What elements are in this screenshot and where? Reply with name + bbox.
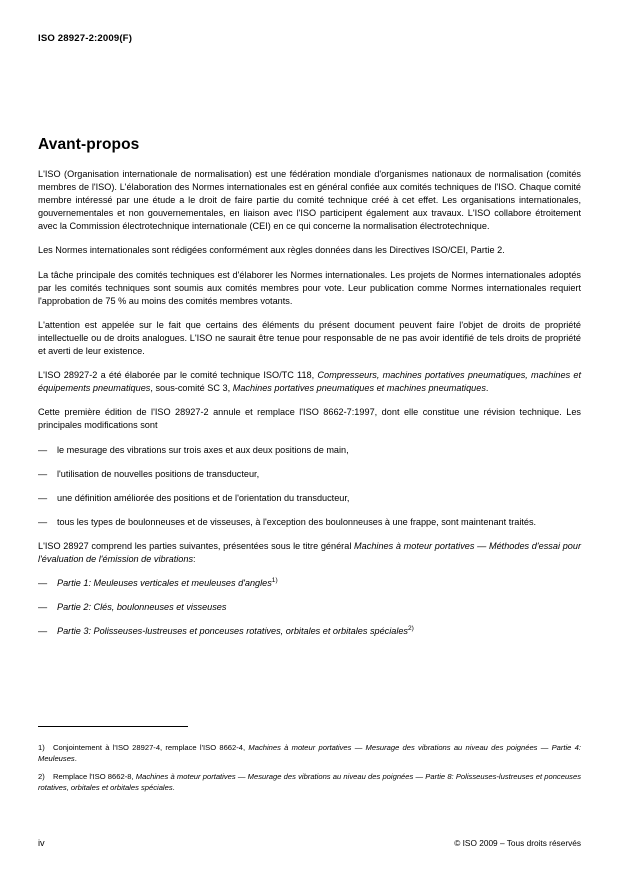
list-item [38, 577, 581, 590]
footnote-separator-rule [38, 726, 188, 727]
page-number: iv [38, 838, 45, 848]
running-header: ISO 28927-2:2009(F) [38, 33, 133, 44]
committee-name-tc118: Compresseurs, machines portatives pneumatiques, machines et équipements pneumatiques [38, 370, 582, 394]
paragraph-committee [38, 369, 581, 395]
footnote-section [38, 726, 581, 793]
em-dash-bullet: — [38, 602, 48, 613]
page-title: Avant-propos [38, 136, 140, 153]
footnote-number: 2) [38, 772, 45, 782]
footnote-italic-title: Machines à moteur portatives — Mesurage des vibrations au niveau des poignées — Partie 8: Polisseuses-lustreuses et ponceuses rotatives, orbitales et orbitales spéciales [38, 772, 581, 792]
footnote-text-2: . [172, 782, 175, 792]
committee-text-3: . [485, 383, 489, 394]
paragraph-voting: La tâche principale des comités techniques est d'élaborer les Normes internationales. Les projets de Normes internationales adoptés par les comités techniques sont soumis aux comités membres pour vote. Leur publication comme Normes internationales requiert l'approbation de 75 % au moins des comités membres votants. [38, 269, 581, 306]
list-item [38, 492, 581, 505]
list-item [38, 625, 581, 638]
committee-text-2: , sous-comité SC 3, [150, 383, 233, 394]
parts-intro-text-2: : [193, 553, 196, 564]
list-item [38, 444, 581, 457]
foreword-body [38, 168, 581, 649]
footnote-text-2: . [74, 753, 77, 763]
em-dash-bullet: — [38, 516, 48, 527]
copyright-notice: © ISO 2009 – Tous droits réservés [454, 838, 581, 848]
general-title: Machines à moteur portatives — Méthodes d'essai pour l'évaluation de l'émission de vibrations [38, 540, 581, 564]
footnote-marker: 2) [407, 625, 414, 633]
list-item-label: le mesurage des vibrations sur trois axes et aux deux positions de main, [57, 444, 349, 455]
footnote-marker: 1) [271, 577, 278, 585]
paragraph-parts-intro [38, 540, 581, 566]
page-footer [38, 838, 581, 848]
footnote-text-1: Remplace l'ISO 8662-8, [53, 772, 136, 782]
list-item [38, 468, 581, 481]
em-dash-bullet: — [38, 468, 48, 479]
em-dash-bullet: — [38, 444, 48, 455]
list-item-label: tous les types de boulonneuses et de visseuses, à l'exception des boulonneuses à une frappe, sont maintenant traités. [57, 516, 537, 527]
part-title: Partie 2: Clés, boulonneuses et visseuses [57, 602, 227, 613]
em-dash-bullet: — [38, 492, 48, 503]
part-title: Partie 3: Polisseuses-lustreuses et ponceuses rotatives, orbitales et orbitales spéciales [57, 626, 408, 637]
em-dash-bullet: — [38, 578, 48, 589]
committee-name-sc3: Machines portatives pneumatiques et machines pneumatiques [232, 383, 486, 394]
list-item [38, 601, 581, 614]
committee-text-1: L'ISO 28927-2 a été élaborée par le comité technique ISO/TC 118, [38, 370, 318, 381]
paragraph-directives: Les Normes internationales sont rédigées conformément aux règles données dans les Directives ISO/CEI, Partie 2. [38, 245, 505, 256]
parts-intro-text-1: L'ISO 28927 comprend les parties suivantes, présentées sous le titre général [38, 540, 355, 551]
em-dash-bullet: — [38, 626, 48, 637]
footnote-2 [38, 772, 581, 793]
list-item-label: une définition améliorée des positions et de l'orientation du transducteur, [57, 492, 350, 503]
list-item-label: l'utilisation de nouvelles positions de transducteur, [57, 468, 260, 479]
paragraph-iso-description: L'ISO (Organisation internationale de normalisation) est une fédération mondiale d'organismes nationaux de normalisation (comités membres de l'ISO). L'élaboration des Normes internationales est en général confiée aux comités techniques de l'ISO. Chaque comité membre intéressé par une étude a le droit de faire partie du comité technique créé à cet effet. Les organisations internationales, gouvernementales et non gouvernementales, en liaison avec l'ISO participent également aux travaux. L'ISO collabore étroitement avec la Commission électrotechnique internationale (CEI) en ce qui concerne la normalisation électrotechnique. [38, 169, 581, 232]
footnote-italic-title: Machines à moteur portatives — Mesurage des vibrations au niveau des poignées — Partie 4: Meuleuses [38, 743, 581, 763]
paragraph-first-edition: Cette première édition de l'ISO 28927-2 annule et remplace l'ISO 8662-7:1997, dont elle constitue une révision technique. Les principales modifications sont [38, 407, 581, 431]
footnote-number: 1) [38, 743, 45, 752]
footnote-1 [38, 743, 581, 764]
paragraph-patent-rights: L'attention est appelée sur le fait que certains des éléments du présent document peuvent faire l'objet de droits de propriété intellectuelle ou de droits analogues. L'ISO ne saurait être tenue pour responsable de ne pas avoir identifié de tels droits de propriété et averti de leur existence. [38, 319, 581, 357]
part-title: Partie 1: Meuleuses verticales et meuleuses d'angles [57, 578, 272, 589]
footnote-text-1: Conjointement à l'ISO 28927-4, remplace l'ISO 8662-4, [53, 743, 249, 752]
list-item [38, 516, 581, 529]
